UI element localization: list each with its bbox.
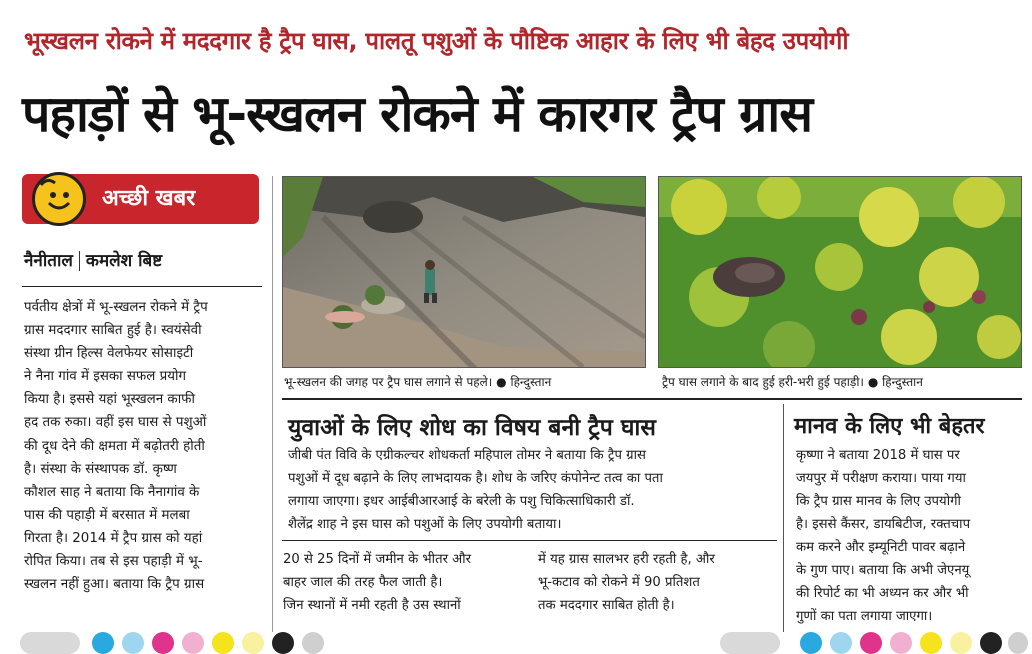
research-line: लगाया जाएगा। इधर आईबीआरआई के बरेली के पशु चिकित्साधिकारी डॉ. xyxy=(288,494,635,509)
human-heading: मानव के लिए भी बेहतर xyxy=(794,414,985,439)
registration-dot xyxy=(182,632,204,654)
human-body xyxy=(796,444,1024,628)
registration-dot xyxy=(20,632,80,654)
body-line: कौशल साह ने बताया कि नैनागांव के xyxy=(24,484,200,500)
main-headline: पहाड़ों से भू-स्खलन रोकने में कारगर ट्रैप ग्रास xyxy=(22,85,813,143)
registration-dot xyxy=(1008,632,1028,654)
registration-dot xyxy=(830,632,852,654)
byline-author: कमलेश बिष्ट xyxy=(85,251,163,271)
photo-hill-after xyxy=(658,176,1022,368)
research-line: जीबी पंत विवि के एग्रीकल्चर शोधकर्ता महिपाल तोमर ने बताया कि ट्रैप ग्रास xyxy=(288,448,646,463)
registration-dot xyxy=(302,632,324,654)
byline-rule xyxy=(22,286,262,287)
research-body xyxy=(288,444,773,536)
continued-line: तक मददगार साबित होती है। xyxy=(538,598,675,613)
research-line: पशुओं में दूध बढ़ाने के लिए लाभदायक है। शोध के जरिए कंपोनेन्ट तत्व का पता xyxy=(288,471,663,486)
body-line: पास की पहाड़ी में बरसात में मलबा xyxy=(24,507,190,523)
continued-column-2 xyxy=(538,548,770,617)
smiley-hand-icon xyxy=(32,172,86,226)
body-line: संस्था ग्रीन हिल्स वेलफेयर सोसाइटी xyxy=(24,346,194,362)
body-line: ने नैना गांव में इसका सफल प्रयोग xyxy=(24,369,186,385)
body-line: स्खलन नहीं हुआ। बताया कि ट्रैप ग्रास xyxy=(24,577,205,593)
body-line: पर्वतीय क्षेत्रों में भू-स्खलन रोकने में ट्रैप xyxy=(24,300,208,315)
column-divider xyxy=(272,176,273,632)
registration-dot xyxy=(272,632,294,654)
photo-landslide-before xyxy=(282,176,646,368)
body-line: की दूध देने की क्षमता में बढ़ोतरी होती xyxy=(24,438,205,454)
human-line: की रिपोर्ट का भी अध्यन कर और भी xyxy=(796,586,969,601)
research-rule xyxy=(282,540,777,541)
caption-after-credit: ● हिन्दुस्तान xyxy=(867,375,923,389)
human-line: कृष्णा ने बताया 2018 में घास पर xyxy=(796,448,960,463)
body-line: किया है। इससे यहां भूस्खलन काफी xyxy=(24,392,195,408)
continued-line: भू-कटाव को रोकने में 90 प्रतिशत xyxy=(538,575,700,590)
continued-line: 20 से 25 दिनों में जमीन के भीतर और xyxy=(283,552,472,567)
human-divider xyxy=(783,404,784,632)
human-line: है। इससे कैंसर, डायबिटीज, रक्तचाप xyxy=(796,517,971,532)
registration-dot xyxy=(920,632,942,654)
registration-dot xyxy=(122,632,144,654)
print-registration-marks xyxy=(0,632,1032,645)
continued-line: में यह ग्रास सालभर हरी रहती है, और xyxy=(538,552,715,567)
research-line: शैलेंद्र शाह ने इस घास को पशुओं के लिए उपयोगी बताया। xyxy=(288,517,562,532)
badge-label: अच्छी खबर xyxy=(102,186,196,211)
human-line: गुणों का पता लगाया जाएगा। xyxy=(796,609,933,624)
left-body-column xyxy=(24,296,262,596)
body-line: ग्रास मददगार साबित हुई है। स्वयंसेवी xyxy=(24,323,202,339)
caption-after xyxy=(662,373,923,390)
registration-dot xyxy=(720,632,780,654)
continued-line: बाहर जाल की तरह फैल जाती है। xyxy=(283,575,443,590)
human-line: जयपुर में परीक्षण कराया। पाया गया xyxy=(796,471,966,486)
caption-before xyxy=(284,373,551,390)
byline-divider xyxy=(79,251,80,271)
human-line: के गुण पाए। बताया कि अभी जेएनयू xyxy=(796,563,970,578)
continued-column-1 xyxy=(283,548,515,617)
registration-dot xyxy=(212,632,234,654)
registration-dot xyxy=(890,632,912,654)
body-line: गिरता है। 2014 में ट्रैप ग्रास को यहां xyxy=(24,530,203,546)
human-line: कि ट्रैप ग्रास मानव के लिए उपयोगी xyxy=(796,494,961,509)
registration-dot xyxy=(860,632,882,654)
caption-rule xyxy=(282,398,1022,400)
registration-dot xyxy=(950,632,972,654)
caption-after-text: ट्रैप घास लगाने के बाद हुई हरी-भरी हुई पहाड़ी। xyxy=(662,375,864,389)
body-line: रोपित किया। तब से इस पहाड़ी में भू- xyxy=(24,554,203,570)
body-line: हद तक रुका। वहीं इस घास से पशुओं xyxy=(24,415,207,431)
body-line: है। संस्था के संस्थापक डॉ. कृष्ण xyxy=(24,461,177,477)
caption-before-credit: ● हिन्दुस्तान xyxy=(496,375,552,389)
registration-dot xyxy=(800,632,822,654)
byline xyxy=(24,248,162,271)
research-heading: युवाओं के लिए शोध का विषय बनी ट्रैप घास xyxy=(288,415,656,441)
registration-dot xyxy=(242,632,264,654)
registration-dot xyxy=(980,632,1002,654)
registration-dot xyxy=(92,632,114,654)
registration-dot xyxy=(152,632,174,654)
continued-line: जिन स्थानों में नमी रहती है उस स्थानों xyxy=(283,598,461,613)
human-line: कम करने और इम्यूनिटी पावर बढ़ाने xyxy=(796,540,966,555)
caption-before-text: भू-स्खलन की जगह पर ट्रैप घास लगाने से पहले। xyxy=(284,375,493,389)
kicker-headline: भूस्खलन रोकने में मददगार है ट्रैप घास, पालतू पशुओं के पौष्टिक आहार के लिए भी बेहद उपयोगी xyxy=(24,27,849,55)
byline-place: नैनीताल xyxy=(24,251,73,271)
